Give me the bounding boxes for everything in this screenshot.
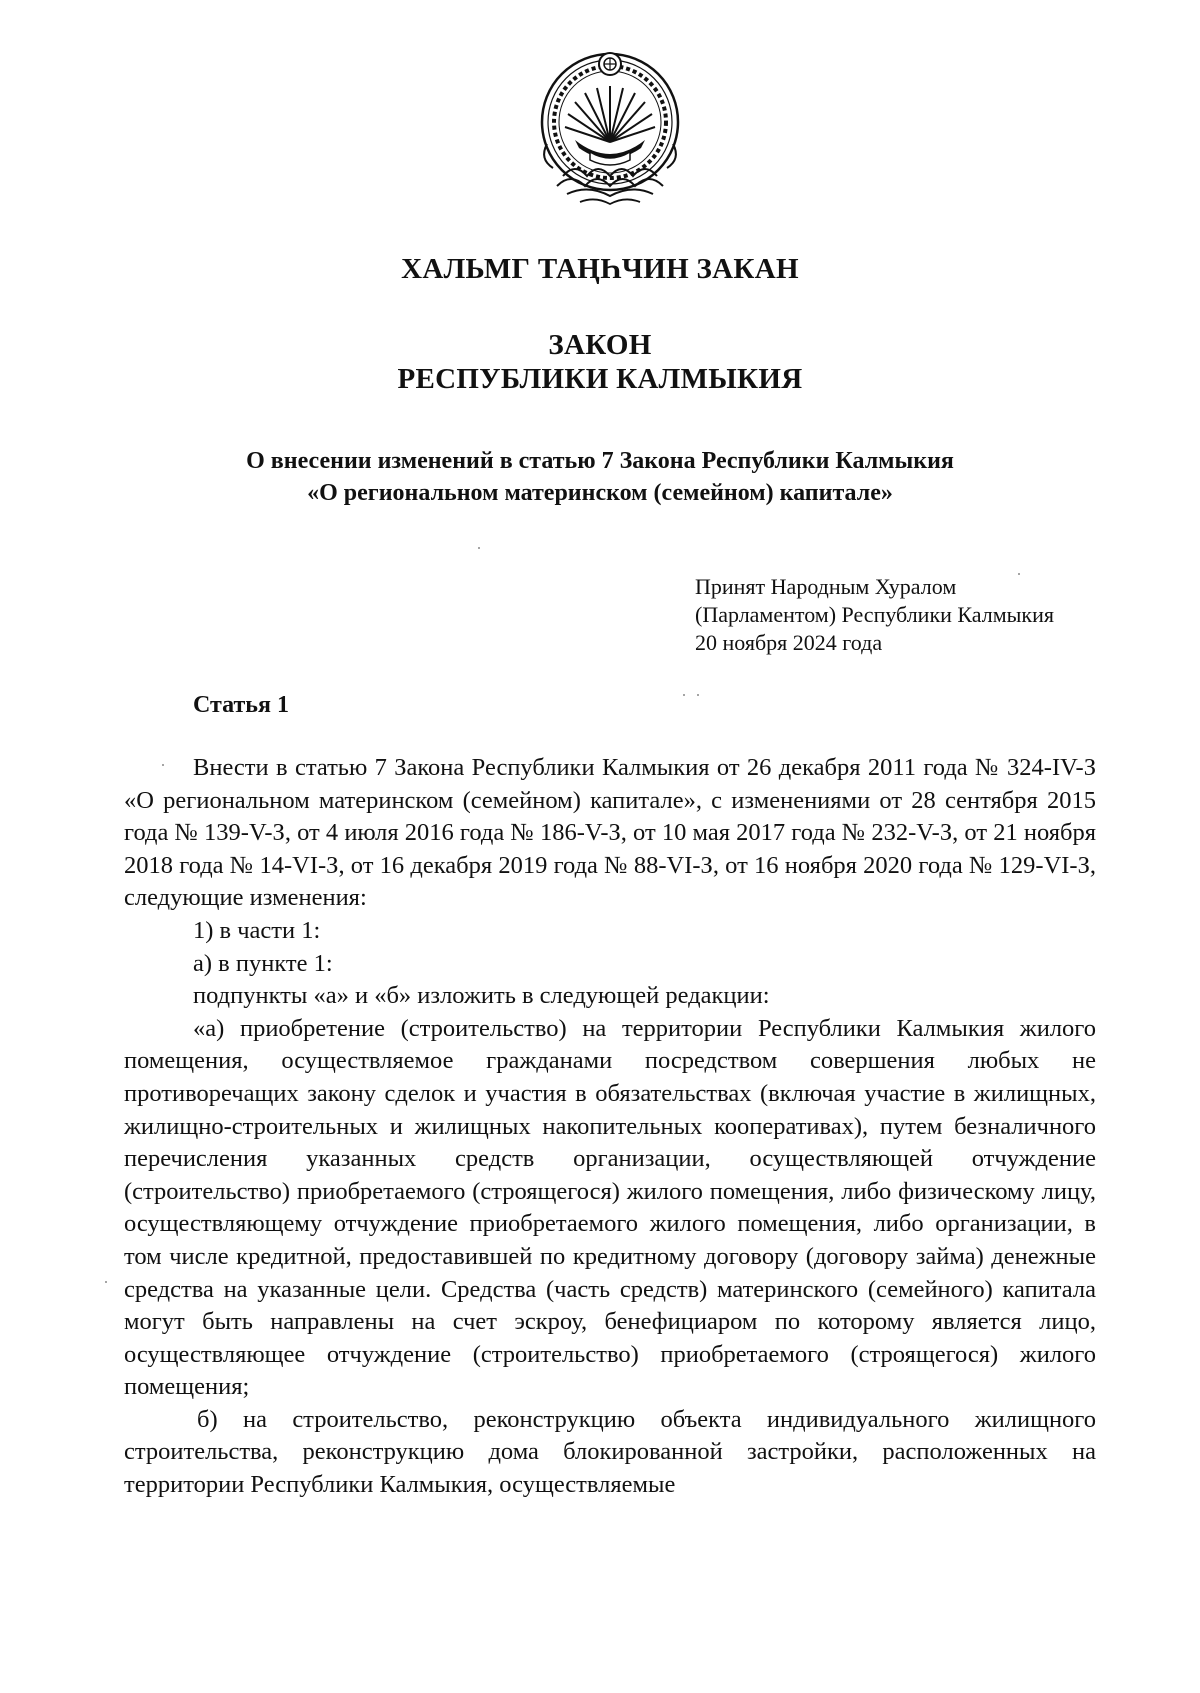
scan-speck — [478, 547, 480, 549]
adoption-line1: Принят Народным Хуралом — [695, 574, 957, 599]
coat-of-arms-emblem — [535, 44, 685, 214]
article-title: Статья 1 — [193, 692, 289, 718]
law-title — [0, 445, 1200, 509]
title-republic: РЕСПУБЛИКИ КАЛМЫКИЯ — [397, 363, 803, 395]
scan-speck — [162, 764, 164, 766]
title-kalmyk: ХАЛЬМГ ТАҢҺЧИН ЗАКАН — [401, 253, 799, 285]
title-law: ЗАКОН — [548, 329, 652, 361]
article-body — [124, 752, 1096, 1502]
scan-speck — [105, 1281, 107, 1283]
item-a: а) в пункте 1: — [193, 949, 333, 977]
scan-speck — [697, 694, 699, 696]
adoption-line2: (Парламентом) Республики Калмыкия — [695, 602, 1055, 627]
subitem-a-text: «а) приобретение (строительство) на территории Республики Калмыкия жилого помещения, осуществляемое гражданами посредством совершения любых не противоречащих закону сделок и участия в обязательствах (включая участие в жилищных, жилищно-строительных и жилищных накопительных кооперативах), путем безналичного перечисления указанных средств организации, осуществляющей отчуждение (строительство) приобретаемого (строящегося) жилого помещения, либо физическому лицу, осуществляющему отчуждение приобретаемого жилого помещения, либо организации, в том числе кредитной, предоставившей по кредитному договору (договору займа) денежные средства на указанные цели. Средства (часть средств) материнского (семейного) капитала могут быть направлены на счет эскроу, бенефициаром по которому является лицо, осуществляющее отчуждение (строительство) приобретаемого (строящегося) жилого помещения; — [124, 1014, 1096, 1401]
item-1: 1) в части 1: — [193, 916, 321, 944]
adoption-note — [695, 573, 1054, 657]
adoption-date: 20 ноября 2024 года — [695, 630, 883, 655]
subitem-b-text: б) на строительство, реконструкцию объекта индивидуального жилищного строительства, реконструкцию дома блокированной застройки, расположенных на территории Республики Калмыкия, осуществляемые — [124, 1405, 1096, 1499]
law-title-line2: «О региональном материнском (семейном) капитале» — [307, 480, 893, 506]
subitems-intro: подпункты «а» и «б» изложить в следующей редакции: — [193, 982, 770, 1010]
article-intro: Внести в статью 7 Закона Республики Калмыкия от 26 декабря 2011 года № 324-IV-З «О региональном материнском (семейном) капитале», с изменениями от 28 сентября 2015 года № 139-V-З, от 4 июля 2016 года № 186-V-З, от 10 мая 2017 года № 232-V-З, от 21 ноября 2018 года № 14-VI-З, от 16 декабря 2019 года № 88-VI-З, от 16 ноября 2020 года № 129-VI-З, следующие изменения: — [124, 754, 1096, 912]
scan-speck — [683, 694, 685, 696]
scan-speck — [1018, 573, 1020, 575]
law-title-line1: О внесении изменений в статью 7 Закона Республики Калмыкия — [246, 448, 954, 474]
